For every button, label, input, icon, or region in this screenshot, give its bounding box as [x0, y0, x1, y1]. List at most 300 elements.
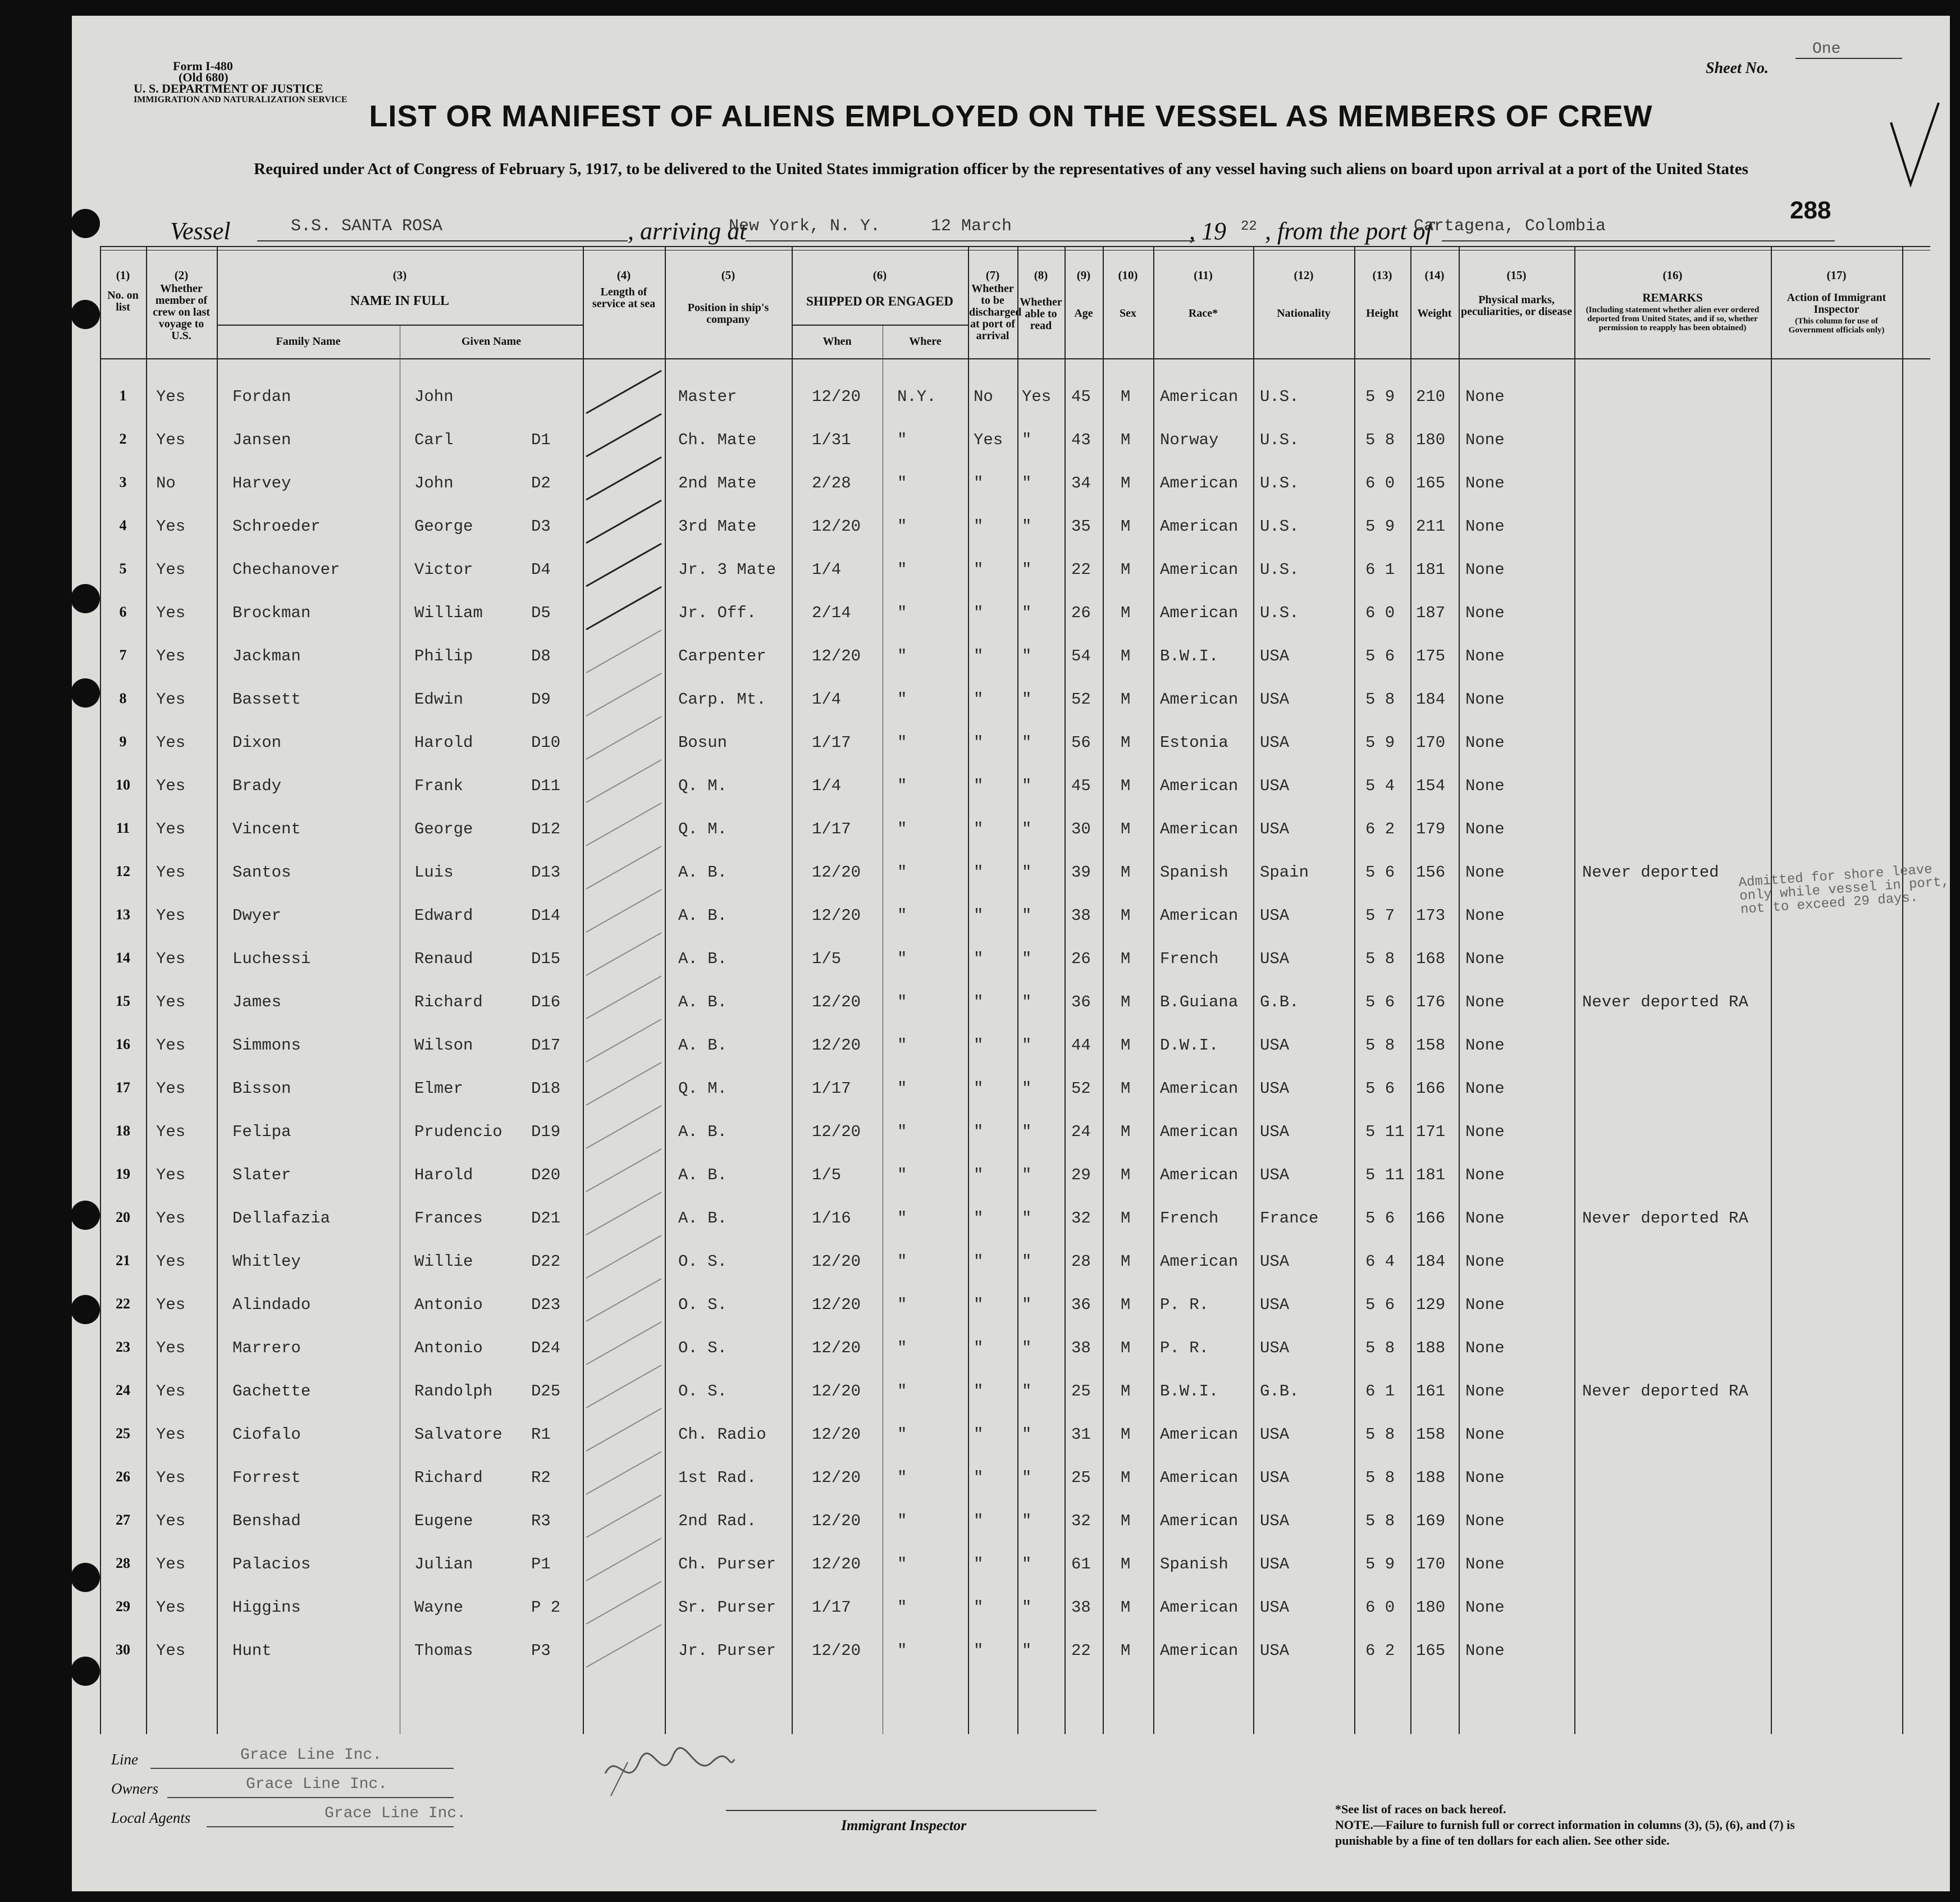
cell-no: 10	[116, 777, 130, 793]
cell-where: "	[897, 690, 907, 709]
table-row	[100, 506, 1930, 545]
cell-when: 12/20	[812, 1339, 861, 1357]
cell-id: D22	[531, 1252, 561, 1271]
cell-when: 12/20	[812, 1036, 861, 1055]
cell-height: 5 6	[1365, 1209, 1395, 1228]
cell-race: American	[1160, 560, 1239, 579]
cell-when: 1/16	[812, 1209, 851, 1228]
cell-read: "	[1022, 1252, 1032, 1271]
cell-discharged: "	[974, 1425, 984, 1444]
cell-sex: M	[1121, 1382, 1131, 1401]
header-nationality: Nationality	[1277, 307, 1331, 320]
cell-no: 6	[119, 604, 127, 620]
cell-remarks: Never deported	[1582, 863, 1719, 882]
cell-where: "	[897, 647, 907, 665]
cell-no: 30	[116, 1641, 130, 1658]
cell-given: Richard	[414, 993, 483, 1011]
cell-no: 2	[119, 431, 127, 447]
cell-prev: Yes	[156, 733, 186, 752]
cell-family: Dwyer	[232, 906, 282, 925]
cell-height: 6 2	[1365, 820, 1395, 838]
cell-family: Marrero	[232, 1339, 301, 1357]
cell-weight: 165	[1416, 1641, 1446, 1660]
sheet-number-value: One	[1795, 40, 1902, 59]
header-weight: Weight	[1417, 307, 1452, 320]
form-service: IMMIGRATION AND NATURALIZATION SERVICE	[134, 95, 348, 104]
cell-weight: 158	[1416, 1036, 1446, 1055]
cell-marks: None	[1465, 820, 1505, 838]
cell-family: Hunt	[232, 1641, 272, 1660]
cell-age: 45	[1071, 387, 1091, 406]
cell-race: American	[1160, 777, 1239, 795]
punch-hole	[72, 1563, 100, 1592]
cell-age: 43	[1071, 431, 1091, 449]
cell-height: 6 0	[1365, 1598, 1395, 1617]
col-number: (6)	[872, 268, 887, 282]
cell-sex: M	[1121, 863, 1131, 882]
cell-family: Benshad	[232, 1512, 301, 1530]
cell-read: "	[1022, 1079, 1032, 1098]
cell-weight: 171	[1416, 1123, 1446, 1141]
cell-height: 5 6	[1365, 863, 1395, 882]
cell-age: 45	[1071, 777, 1091, 795]
cell-family: Alindado	[232, 1296, 311, 1314]
cell-discharged: "	[974, 1166, 984, 1184]
cell-race: French	[1160, 1209, 1219, 1228]
col-number: (9)	[1076, 268, 1091, 282]
sheet-number-label: Sheet No.	[1706, 60, 1769, 77]
cell-where: "	[897, 1512, 907, 1530]
year-suffix: 22	[1241, 219, 1257, 234]
cell-prev: Yes	[156, 517, 186, 536]
cell-no: 7	[119, 647, 127, 663]
cell-weight: 129	[1416, 1296, 1446, 1314]
table-row	[100, 1025, 1930, 1064]
table-row	[100, 1500, 1930, 1540]
cell-when: 12/20	[812, 1252, 861, 1271]
cell-family: Ciofalo	[232, 1425, 301, 1444]
cell-given: Victor	[414, 560, 473, 579]
cell-marks: None	[1465, 733, 1505, 752]
cell-position: 1st Rad.	[678, 1468, 757, 1487]
cell-marks: None	[1465, 1252, 1505, 1271]
cell-sex: M	[1121, 777, 1131, 795]
cell-sex: M	[1121, 431, 1131, 449]
cell-race: B.W.I.	[1160, 647, 1219, 665]
header-physical-marks: Physical marks, peculiarities, or disease	[1461, 294, 1572, 318]
cell-race: D.W.I.	[1160, 1036, 1219, 1055]
table-row	[100, 1328, 1930, 1367]
cell-position: Carpenter	[678, 647, 766, 665]
cell-position: Ch. Mate	[678, 431, 757, 449]
cell-race: American	[1160, 820, 1239, 838]
cell-read: "	[1022, 993, 1032, 1011]
cell-family: Simmons	[232, 1036, 301, 1055]
service-length-slash	[586, 1581, 661, 1624]
cell-discharged: "	[974, 690, 984, 709]
cell-when: 1/5	[812, 950, 842, 968]
cell-position: Q. M.	[678, 777, 728, 795]
cell-id: D18	[531, 1079, 561, 1098]
cell-family: Slater	[232, 1166, 291, 1184]
header-discharged: Whether to be discharged at port of arrival	[969, 282, 1022, 342]
cell-nationality: USA	[1260, 733, 1290, 752]
cell-when: 1/5	[812, 1166, 842, 1184]
cell-marks: None	[1465, 1166, 1505, 1184]
manifest-page	[72, 16, 1950, 1891]
cell-race: Norway	[1160, 431, 1219, 449]
cell-race: American	[1160, 1598, 1239, 1617]
cell-marks: None	[1465, 1079, 1505, 1098]
table-row	[100, 636, 1930, 675]
cell-prev: Yes	[156, 820, 186, 838]
cell-position: O. S.	[678, 1382, 728, 1401]
cell-position: Q. M.	[678, 820, 728, 838]
cell-read: "	[1022, 733, 1032, 752]
cell-weight: 156	[1416, 863, 1446, 882]
cell-race: American	[1160, 474, 1239, 492]
cell-id: D21	[531, 1209, 561, 1228]
cell-where: "	[897, 820, 907, 838]
header-when: When	[823, 335, 852, 348]
cell-discharged: "	[974, 733, 984, 752]
cell-id: D3	[531, 517, 551, 536]
col-number: (11)	[1194, 268, 1213, 282]
cell-sex: M	[1121, 1468, 1131, 1487]
cell-given: William	[414, 604, 483, 622]
cell-where: "	[897, 1123, 907, 1141]
cell-marks: None	[1465, 906, 1505, 925]
cell-sex: M	[1121, 1296, 1131, 1314]
cell-family: Chechanover	[232, 560, 340, 579]
cell-given: John	[414, 474, 454, 492]
service-length-slash	[586, 976, 661, 1019]
cell-where: "	[897, 1339, 907, 1357]
footnote-penalty: NOTE.—Failure to furnish full or correct information in columns (3), (5), (6), and (7) is punishable by a fine of ten dollars for each alien. See other side.	[1335, 1818, 1795, 1848]
cell-sex: M	[1121, 1425, 1131, 1444]
cell-nationality: USA	[1260, 1296, 1290, 1314]
cell-sex: M	[1121, 1598, 1131, 1617]
cell-discharged: "	[974, 1123, 984, 1141]
cell-prev: Yes	[156, 1166, 186, 1184]
cell-read: "	[1022, 431, 1032, 449]
cell-nationality: USA	[1260, 1123, 1290, 1141]
cell-race: American	[1160, 1468, 1239, 1487]
cell-race: French	[1160, 950, 1219, 968]
cell-nationality: U.S.	[1260, 517, 1299, 536]
cell-discharged: Yes	[974, 431, 1003, 449]
cell-prev: Yes	[156, 1555, 186, 1573]
punch-hole	[72, 584, 100, 613]
cell-read: "	[1022, 1641, 1032, 1660]
cell-marks: None	[1465, 950, 1505, 968]
service-length-marks	[583, 358, 665, 1734]
cell-where: "	[897, 863, 907, 882]
cell-sex: M	[1121, 950, 1131, 968]
cell-given: Harold	[414, 1166, 473, 1184]
cell-given: Luis	[414, 863, 454, 882]
col-number: (2)	[174, 268, 189, 282]
cell-when: 12/20	[812, 1296, 861, 1314]
cell-marks: None	[1465, 1382, 1505, 1401]
cell-height: 5 8	[1365, 950, 1395, 968]
cell-prev: Yes	[156, 647, 186, 665]
cell-prev: Yes	[156, 1382, 186, 1401]
cell-height: 6 0	[1365, 604, 1395, 622]
footnote-races: *See list of races on back hereof.	[1335, 1802, 1506, 1816]
cell-height: 5 9	[1365, 387, 1395, 406]
cell-id: D9	[531, 690, 551, 709]
cell-family: Brockman	[232, 604, 311, 622]
cell-age: 29	[1071, 1166, 1091, 1184]
cell-position: Jr. 3 Mate	[678, 560, 776, 579]
cell-no: 15	[116, 993, 130, 1009]
cell-marks: None	[1465, 517, 1505, 536]
cell-no: 5	[119, 560, 127, 577]
cell-sex: M	[1121, 647, 1131, 665]
cell-discharged: "	[974, 1382, 984, 1401]
cell-sex: M	[1121, 1079, 1131, 1098]
cell-marks: None	[1465, 1123, 1505, 1141]
cell-height: 6 0	[1365, 474, 1395, 492]
cell-discharged: "	[974, 1252, 984, 1271]
cell-id: D11	[531, 777, 561, 795]
cell-height: 5 4	[1365, 777, 1395, 795]
cell-discharged: "	[974, 863, 984, 882]
cell-discharged: "	[974, 474, 984, 492]
cell-position: Sr. Purser	[678, 1598, 776, 1617]
cell-age: 52	[1071, 690, 1091, 709]
header-shipped-or-engaged: SHIPPED OR ENGAGED	[806, 294, 953, 308]
cell-when: 1/17	[812, 820, 851, 838]
cell-where: "	[897, 1555, 907, 1573]
cell-age: 36	[1071, 993, 1091, 1011]
table-row	[100, 1414, 1930, 1453]
table-row	[100, 809, 1930, 848]
cell-age: 38	[1071, 906, 1091, 925]
cell-discharged: "	[974, 1598, 984, 1617]
cell-height: 5 9	[1365, 1555, 1395, 1573]
cell-id: D4	[531, 560, 551, 579]
cell-position: A. B.	[678, 863, 728, 882]
cell-when: 1/4	[812, 777, 842, 795]
cell-weight: 188	[1416, 1339, 1446, 1357]
cell-position: Master	[678, 387, 737, 406]
cell-nationality: USA	[1260, 1079, 1290, 1098]
cell-family: Palacios	[232, 1555, 311, 1573]
cell-height: 5 8	[1365, 1036, 1395, 1055]
header-sex: Sex	[1120, 307, 1136, 320]
cell-nationality: USA	[1260, 1512, 1290, 1530]
col-number: (7)	[985, 268, 1000, 282]
cell-read: "	[1022, 1468, 1032, 1487]
col-number: (12)	[1294, 268, 1314, 282]
service-length-slash	[586, 1235, 661, 1278]
manifest-footer	[72, 1734, 1950, 1891]
cell-where: "	[897, 950, 907, 968]
owners-value: Grace Line Inc.	[246, 1776, 388, 1793]
cell-prev: Yes	[156, 431, 186, 449]
cell-id: R1	[531, 1425, 551, 1444]
cell-prev: Yes	[156, 1339, 186, 1357]
cell-when: 12/20	[812, 517, 861, 536]
table-row	[100, 1241, 1930, 1280]
cell-race: American	[1160, 1252, 1239, 1271]
cell-discharged: "	[974, 777, 984, 795]
table-row	[100, 1155, 1930, 1194]
cell-nationality: USA	[1260, 1555, 1290, 1573]
cell-where: "	[897, 906, 907, 925]
cell-family: Jackman	[232, 647, 301, 665]
cell-when: 12/20	[812, 906, 861, 925]
cell-weight: 179	[1416, 820, 1446, 838]
table-row	[100, 1198, 1930, 1237]
cell-id: D13	[531, 863, 561, 882]
cell-where: "	[897, 1252, 907, 1271]
service-length-slash	[586, 1279, 661, 1321]
cell-where: "	[897, 560, 907, 579]
cell-nationality: USA	[1260, 906, 1290, 925]
cell-marks: None	[1465, 1209, 1505, 1228]
cell-when: 1/17	[812, 1079, 851, 1098]
punch-hole	[72, 678, 100, 708]
col-number: (14)	[1424, 268, 1445, 282]
cell-discharged: "	[974, 560, 984, 579]
cell-sex: M	[1121, 1252, 1131, 1271]
cell-prev: Yes	[156, 1036, 186, 1055]
cell-position: A. B.	[678, 906, 728, 925]
cell-weight: 188	[1416, 1468, 1446, 1487]
cell-nationality: USA	[1260, 690, 1290, 709]
cell-read: "	[1022, 1209, 1032, 1228]
cell-age: 22	[1071, 1641, 1091, 1660]
cell-given: Antonio	[414, 1339, 483, 1357]
departure-port: Cartagena, Colombia	[1414, 217, 1606, 236]
header-length-of-service: Length of service at sea	[592, 286, 656, 310]
cell-no: 27	[116, 1512, 130, 1528]
service-length-slash	[586, 717, 661, 759]
cell-read: "	[1022, 1512, 1032, 1530]
cell-id: D15	[531, 950, 561, 968]
cell-id: R2	[531, 1468, 551, 1487]
cell-where: "	[897, 1166, 907, 1184]
crew-table	[100, 246, 1950, 1734]
form-department: U. S. DEPARTMENT OF JUSTICE	[134, 81, 323, 95]
cell-given: Julian	[414, 1555, 473, 1573]
service-length-slash	[586, 1149, 661, 1192]
cell-family: Harvey	[232, 474, 291, 492]
cell-race: American	[1160, 1123, 1239, 1141]
cell-age: 31	[1071, 1425, 1091, 1444]
cell-nationality: USA	[1260, 777, 1290, 795]
table-row	[100, 722, 1930, 761]
cell-where: "	[897, 1598, 907, 1617]
cell-position: Ch. Radio	[678, 1425, 766, 1444]
cell-read: "	[1022, 1123, 1032, 1141]
cell-marks: None	[1465, 604, 1505, 622]
service-length-slash	[586, 803, 661, 846]
cell-marks: None	[1465, 560, 1505, 579]
cell-id: R3	[531, 1512, 551, 1530]
cell-given: Elmer	[414, 1079, 464, 1098]
cell-height: 5 6	[1365, 1296, 1395, 1314]
cell-discharged: "	[974, 1079, 984, 1098]
cell-family: Luchessi	[232, 950, 311, 968]
cell-read: "	[1022, 1296, 1032, 1314]
cell-position: 3rd Mate	[678, 517, 757, 536]
cell-id: D23	[531, 1296, 561, 1314]
header-height: Height	[1366, 307, 1399, 320]
cell-age: 54	[1071, 647, 1091, 665]
service-length-slash	[586, 1106, 661, 1148]
cell-where: "	[897, 1079, 907, 1098]
cell-race: American	[1160, 1166, 1239, 1184]
table-row	[100, 1068, 1930, 1107]
cell-prev: Yes	[156, 1123, 186, 1141]
cell-discharged: "	[974, 1296, 984, 1314]
cell-height: 6 2	[1365, 1641, 1395, 1660]
cell-race: P. R.	[1160, 1296, 1209, 1314]
service-length-slash	[586, 1322, 661, 1365]
table-row	[100, 549, 1930, 589]
cell-when: 12/20	[812, 1641, 861, 1660]
cell-weight: 180	[1416, 1598, 1446, 1617]
cell-where: "	[897, 1296, 907, 1314]
service-length-slash	[586, 414, 661, 457]
cell-age: 61	[1071, 1555, 1091, 1573]
cell-age: 38	[1071, 1339, 1091, 1357]
cell-where: "	[897, 517, 907, 536]
cell-sex: M	[1121, 906, 1131, 925]
cell-height: 5 11	[1365, 1166, 1405, 1184]
cell-height: 5 9	[1365, 733, 1395, 752]
cell-race: American	[1160, 387, 1239, 406]
cell-weight: 181	[1416, 1166, 1446, 1184]
cell-when: 12/20	[812, 387, 861, 406]
cell-prev: Yes	[156, 1296, 186, 1314]
cell-sex: M	[1121, 387, 1131, 406]
cell-discharged: "	[974, 1036, 984, 1055]
cell-weight: 165	[1416, 474, 1446, 492]
cell-read: "	[1022, 474, 1032, 492]
cell-id: D8	[531, 647, 551, 665]
cell-height: 5 8	[1365, 1512, 1395, 1530]
cell-family: Forrest	[232, 1468, 301, 1487]
cell-discharged: "	[974, 950, 984, 968]
cell-no: 9	[119, 733, 127, 750]
cell-family: Whitley	[232, 1252, 301, 1271]
cell-when: 12/20	[812, 1425, 861, 1444]
cell-nationality: G.B.	[1260, 993, 1299, 1011]
cell-when: 1/17	[812, 733, 851, 752]
table-row	[100, 1371, 1930, 1410]
cell-given: Philip	[414, 647, 473, 665]
cell-read: "	[1022, 560, 1032, 579]
cell-weight: 169	[1416, 1512, 1446, 1530]
cell-family: Bisson	[232, 1079, 291, 1098]
cell-given: Salvatore	[414, 1425, 502, 1444]
cell-age: 56	[1071, 733, 1091, 752]
cell-given: Eugene	[414, 1512, 473, 1530]
cell-prev: Yes	[156, 777, 186, 795]
cell-given: Antonio	[414, 1296, 483, 1314]
table-row	[100, 1111, 1930, 1151]
cell-discharged: "	[974, 1468, 984, 1487]
service-length-slash	[586, 500, 661, 543]
cell-read: "	[1022, 906, 1032, 925]
inspector-label: Immigrant Inspector	[841, 1817, 967, 1833]
cell-family: Dellafazia	[232, 1209, 331, 1228]
